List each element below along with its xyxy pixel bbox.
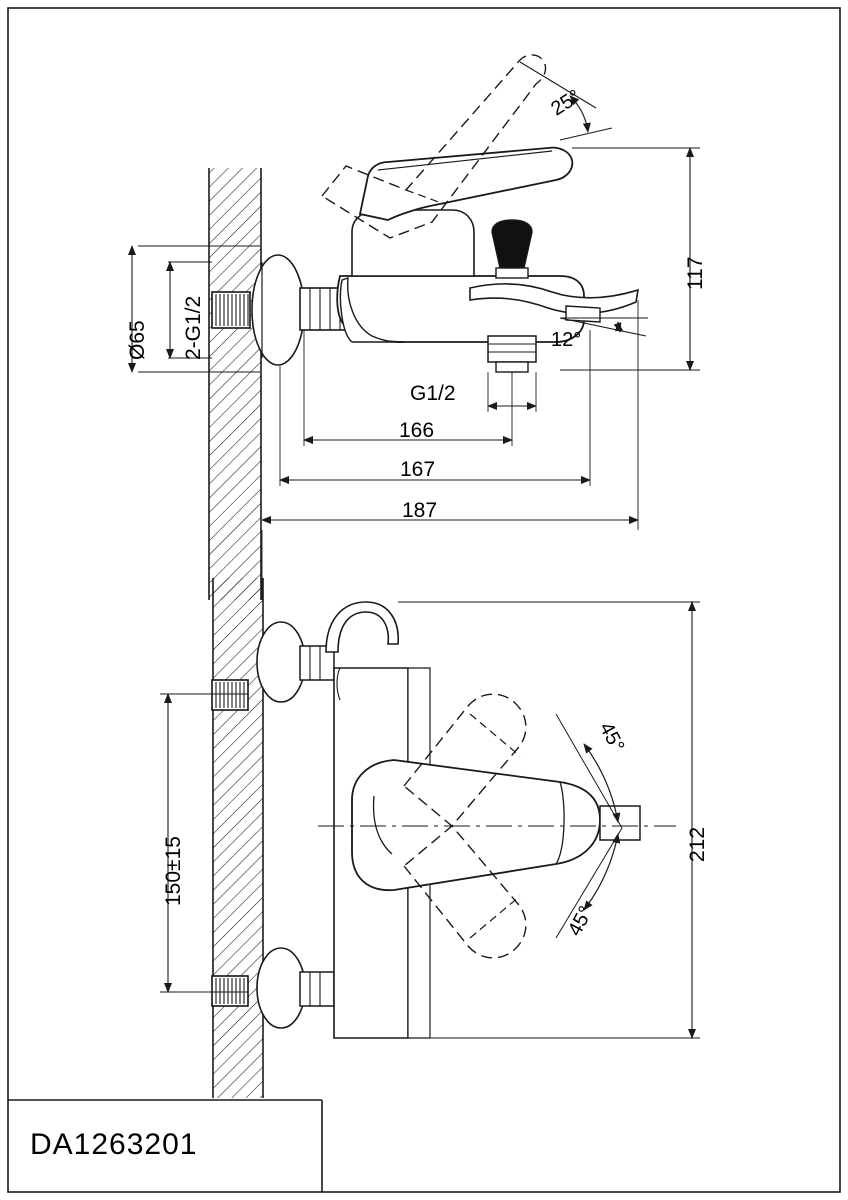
dimension-diameter-65: Ø65 (126, 320, 149, 360)
dimension-outlet-thread-g1-2: G1/2 (410, 382, 456, 405)
dimension-width-212: 212 (686, 826, 709, 862)
front-elevation-view (160, 578, 700, 1098)
dimension-length-166: 166 (399, 419, 435, 442)
part-number-label: DA1263201 (30, 1128, 198, 1161)
angle-lever-swing-up-45: 45° (594, 718, 629, 756)
dimension-thread-2-g1-2: 2-G1/2 (182, 295, 205, 360)
dimension-height-117: 117 (684, 256, 707, 290)
dimension-length-167: 167 (400, 458, 436, 481)
dimension-inlet-centers-150: 150±15 (162, 836, 185, 906)
angle-lever-swing-down-45: 45° (563, 902, 598, 940)
angle-lever-open-25: 25° (547, 85, 585, 121)
dimension-length-187: 187 (402, 499, 438, 522)
angle-spout-12: 12° (551, 329, 582, 351)
